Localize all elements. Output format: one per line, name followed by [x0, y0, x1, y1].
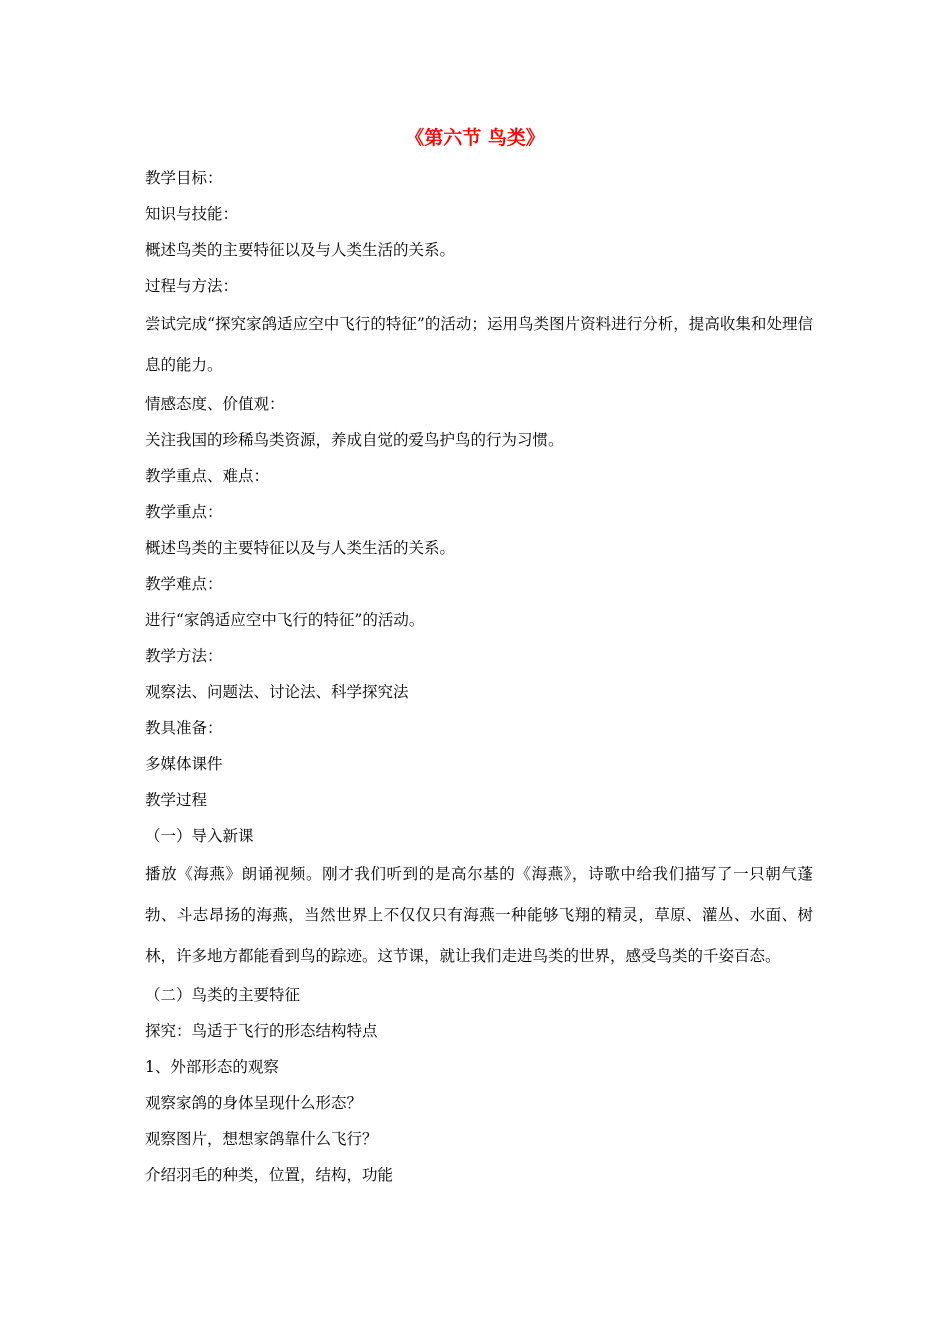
paragraph-introduction: 播放《海燕》朗诵视频。刚才我们听到的是高尔基的《海燕》，诗歌中给我们描写了一只朝气蓬勃、斗志昂扬的海燕，当然世界上不仅仅只有海燕一种能够飞翔的精灵，草原、灌丛、水面、树林，许多地方都能看到鸟的踪迹。这节课，就让我们走进鸟类的世界，感受鸟类的千姿百态。 — [145, 865, 813, 965]
paragraph-process-method: 尝试完成“探究家鸽适应空中飞行的特征”的活动；运用鸟类图片资料进行分析，提高收集和处理信息的能力。 — [145, 315, 813, 374]
text-line: 探究：鸟适于飞行的形态结构特点 — [145, 1022, 378, 1040]
heading-knowledge-skills: 知识与技能： — [145, 205, 239, 223]
heading-key-difficult-points: 教学重点、难点： — [145, 467, 270, 485]
heading-teaching-objectives: 教学目标： — [145, 169, 223, 187]
heading-teaching-methods: 教学方法： — [145, 647, 223, 665]
document-body — [145, 160, 813, 1193]
text-line: 关注我国的珍稀鸟类资源，养成自觉的爱鸟护鸟的行为习惯。 — [145, 431, 564, 449]
heading-process-method: 过程与方法： — [145, 277, 239, 295]
text-line: 观察法、问题法、讨论法、科学探究法 — [145, 683, 409, 701]
text-line: 进行“家鸽适应空中飞行的特征”的活动。 — [145, 611, 425, 629]
text-line: 概述鸟类的主要特征以及与人类生活的关系。 — [145, 539, 456, 557]
heading-key-points: 教学重点： — [145, 503, 223, 521]
text-line: 介绍羽毛的种类，位置，结构，功能 — [145, 1166, 394, 1184]
document-title: 《第六节 鸟类》 — [405, 127, 545, 149]
heading-teaching-process: 教学过程 — [145, 791, 208, 809]
section-heading-bird-features: （二）鸟类的主要特征 — [145, 986, 301, 1004]
heading-attitude-values: 情感态度、价值观： — [145, 395, 285, 413]
text-line: 多媒体课件 — [145, 755, 223, 773]
heading-teaching-aids: 教具准备： — [145, 719, 223, 737]
text-line: 1、外部形态的观察 — [145, 1058, 279, 1076]
section-heading-introduction: （一）导入新课 — [145, 827, 254, 845]
heading-difficult-points: 教学难点： — [145, 575, 223, 593]
text-line: 观察图片，想想家鸽靠什么飞行？ — [145, 1130, 378, 1148]
text-line: 概述鸟类的主要特征以及与人类生活的关系。 — [145, 241, 456, 259]
text-line: 观察家鸽的身体呈现什么形态？ — [145, 1094, 363, 1112]
